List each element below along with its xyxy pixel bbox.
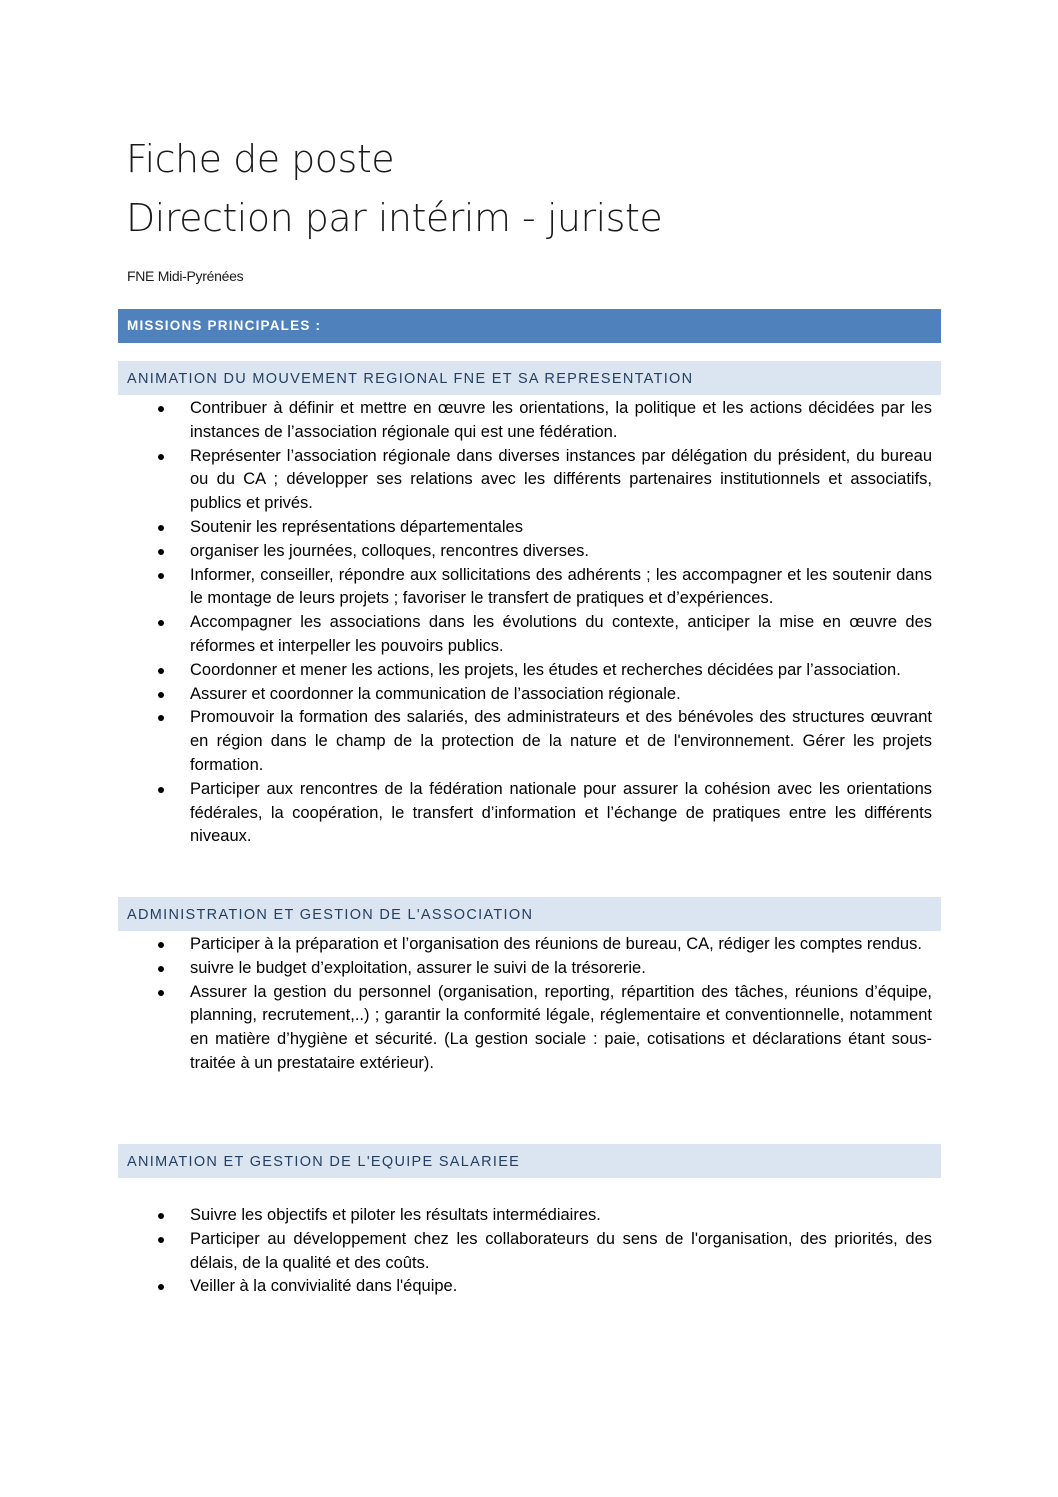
list-item [150,778,932,849]
list-item [150,957,932,981]
bullet-list-animation [150,397,932,849]
list-item-text: Accompagner les associations dans les évolutions du contexte, anticiper la mise en œuvre des réformes et interpeller les pouvoirs publics. [190,613,932,655]
list-item-text: organiser les journées, colloques, rencontres diverses. [190,541,589,560]
list-item-text: Assurer et coordonner la communication de l’association régionale. [190,684,681,703]
list-item [150,445,932,516]
list-item [150,516,932,540]
bullet-icon [158,966,164,972]
list-item-text: Contribuer à définir et mettre en œuvre les orientations, la politique et les actions décidées par les instances de l’association régionale qui est une fédération. [190,399,932,441]
organization-name: FNE Midi-Pyrénées [127,268,244,284]
bullet-icon [158,549,164,555]
missions-header: MISSIONS PRINCIPALES : [118,309,941,343]
list-item [150,397,932,445]
section-heading-equipe: ANIMATION ET GESTION DE L'EQUIPE SALARIEE [118,1144,941,1178]
list-item [150,1275,932,1299]
list-item [150,659,932,683]
list-item-text: suivre le budget d’exploitation, assurer le suivi de la trésorerie. [190,958,646,977]
list-item [150,564,932,612]
list-item-text: Assurer la gestion du personnel (organisation, reporting, répartition des tâches, réunions d’équipe, planning, recrutement,..) ; garantir la conformité légale, réglementaire et conventionnelle, notamment en matière d’hygiène et sécurité. (La gestion sociale : paie, cotisations et déclarations étant sous-traitée à un prestataire extérieur). [190,982,932,1072]
bullet-icon [158,1237,164,1243]
list-item [150,611,932,659]
page-title: Fiche de poste [126,137,395,181]
list-item-text: Suivre les objectifs et piloter les résultats intermédiaires. [190,1206,601,1224]
bullet-icon [158,990,164,996]
list-item-text: Représenter l’association régionale dans diverses instances par délégation du président, du bureau ou du CA ; développer ses relations avec les différents partenaires institutionnels et associatifs, publics et privés. [190,446,932,513]
list-item-text: Participer aux rencontres de la fédération nationale pour assurer la cohésion avec les orientations fédérales, la coopération, le transfert d’information et l’échange de pratiques entre les différents niveaux. [190,779,932,846]
list-item-text: Soutenir les représentations départementales [190,517,523,536]
bullet-icon [158,692,164,698]
page-subtitle: Direction par intérim - juriste [126,196,663,240]
bullet-icon [158,454,164,460]
list-item-text: Informer, conseiller, répondre aux sollicitations des adhérents ; les accompagner et les soutenir dans le montage de leurs projets ; favoriser le transfert de pratiques et d’expériences. [190,565,932,608]
bullet-icon [158,787,164,793]
bullet-icon [158,1284,164,1290]
bullet-icon [158,525,164,531]
section-heading-administration: ADMINISTRATION ET GESTION DE L'ASSOCIATION [118,897,941,931]
bullet-icon [158,406,164,412]
list-item-text: Coordonner et mener les actions, les projets, les études et recherches décidées par l’association. [190,660,901,679]
bullet-icon [158,620,164,626]
list-item [150,981,932,1076]
list-item [150,933,932,957]
list-item-text: Veiller à la convivialité dans l'équipe. [190,1277,458,1296]
section-heading-animation: ANIMATION DU MOUVEMENT REGIONAL FNE ET SA REPRESENTATION [118,361,941,395]
list-item [150,1228,932,1276]
list-item [150,1204,932,1228]
bullet-icon [158,1213,164,1219]
bullet-icon [158,942,164,948]
list-item [150,540,932,564]
list-item [150,706,932,777]
list-item-text: Participer au développement chez les collaborateurs du sens de l'organisation, des priorités, des délais, de la qualité et des coûts. [190,1229,932,1272]
bullet-icon [158,573,164,579]
list-item [150,683,932,707]
bullet-list-administration [150,933,932,1076]
list-item-text: Promouvoir la formation des salariés, des administrateurs et des bénévoles des structures œuvrant en région dans le champ de la protection de la nature et de l'environnement. Gérer les projets formation. [190,708,932,774]
bullet-icon [158,668,164,674]
list-item-text: Participer à la préparation et l’organisation des réunions de bureau, CA, rédiger les comptes rendus. [190,935,922,953]
bullet-list-equipe [150,1204,932,1299]
bullet-icon [158,715,164,721]
